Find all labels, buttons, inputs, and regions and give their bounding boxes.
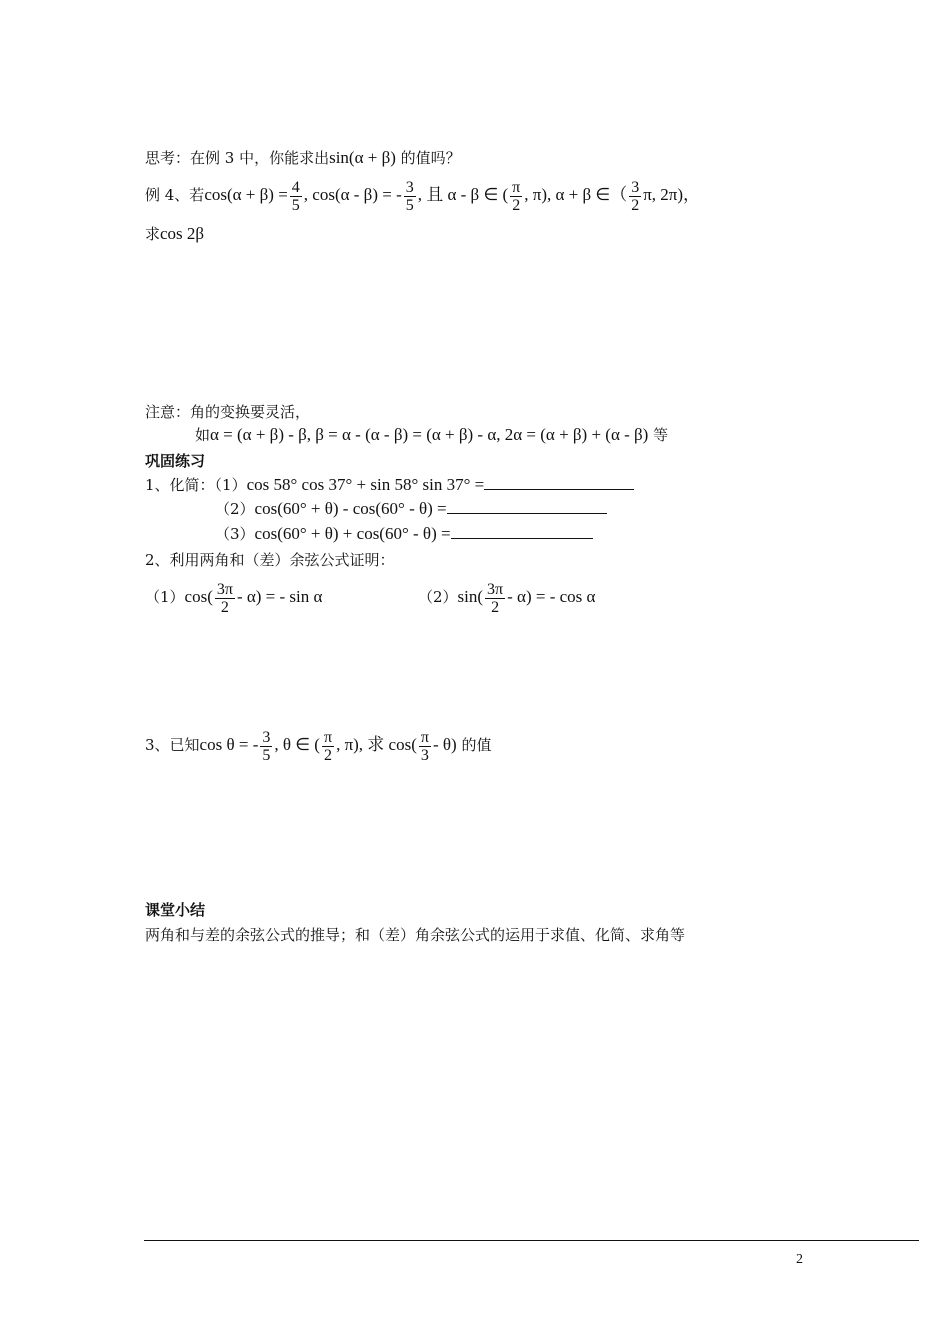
frac-numerator: 3 <box>262 728 271 746</box>
example4-part3: , 且 α - β ∈ ( <box>417 185 509 204</box>
q2-2-label: （2） <box>418 588 458 606</box>
frac-denominator: 3 <box>420 746 429 764</box>
q2-1-pre: cos( <box>184 587 213 606</box>
example4-frac2 <box>404 179 416 214</box>
answer-blank[interactable] <box>451 524 593 539</box>
example4-ask <box>145 224 204 244</box>
practice-q2-1 <box>145 578 322 616</box>
think-suffix: 的值吗？ <box>395 149 461 167</box>
think-math: sin(α + β) <box>329 148 396 167</box>
summary-text <box>145 925 685 945</box>
frac-numerator: 3π <box>487 580 504 598</box>
example4-ask-prefix: 求 <box>145 225 161 243</box>
footer-rule <box>144 1240 919 1241</box>
frac-denominator: 5 <box>262 746 271 764</box>
q3-frac1 <box>260 729 272 764</box>
frac-numerator: 3 <box>631 178 640 196</box>
q3-label: 3、已知 <box>145 736 200 754</box>
page-number: 2 <box>796 1252 803 1267</box>
practice-q2 <box>145 550 395 570</box>
example4-part5: π, 2π)， <box>643 185 701 204</box>
q2-2-post: - α) = - cos α <box>507 587 596 606</box>
frac-denominator: 2 <box>512 196 521 214</box>
answer-blank[interactable] <box>484 475 634 490</box>
think-text: 思考：在例 3 中，你能求出 <box>145 149 330 167</box>
example4-label: 例 4、若 <box>145 186 205 204</box>
summary-heading-text: 课堂小结 <box>145 901 206 919</box>
example4-part1: cos(α + β) = <box>204 185 288 204</box>
q3-frac2 <box>322 729 334 764</box>
q3-d: - θ) <box>432 735 457 754</box>
q1-3-math: cos(60° + θ) + cos(60° - θ) = <box>254 524 451 543</box>
example4-frac4 <box>629 179 641 214</box>
frac-numerator: π <box>420 728 429 746</box>
q2-label: 2、利用两角和（差）余弦公式证明： <box>145 551 395 569</box>
frac-denominator: 2 <box>324 746 333 764</box>
example4-part4: , π), α + β ∈（ <box>524 185 628 204</box>
q3-b: , θ ∈ ( <box>274 735 320 754</box>
example4-frac3 <box>510 179 522 214</box>
q1-3-label: （3） <box>215 525 255 543</box>
frac-denominator: 5 <box>405 196 414 214</box>
note-formula-math: α = (α + β) - β, β = α - (α - β) = (α + β) - α, 2α = (α + β) + (α - β) <box>210 425 649 444</box>
frac-numerator: π <box>323 728 333 746</box>
practice-q1-2 <box>215 499 607 519</box>
frac-denominator: 2 <box>491 598 500 616</box>
q2-2-frac <box>485 581 505 616</box>
summary-body: 两角和与差的余弦公式的推导；和（差）角余弦公式的运用于求值、化简、求角等 <box>145 926 686 944</box>
frac-denominator: 2 <box>220 598 229 616</box>
q1-2-label: （2） <box>215 500 255 518</box>
q3-c: , π), 求 cos( <box>336 735 417 754</box>
q3-suffix: 的值 <box>456 736 492 754</box>
practice-q1-3 <box>215 524 593 544</box>
frac-denominator: 5 <box>291 196 300 214</box>
example4-part2: , cos(α - β) = - <box>303 185 402 204</box>
frac-numerator: 3π <box>216 580 233 598</box>
note-prefix: 如 <box>195 426 211 444</box>
frac-denominator: 2 <box>631 196 640 214</box>
note-suffix: 等 <box>648 426 669 444</box>
note-title <box>145 402 310 422</box>
frac-numerator: π <box>512 178 521 196</box>
q1-1-math: cos 58° cos 37° + sin 58° sin 37° = <box>246 475 485 494</box>
example4-statement <box>145 176 700 214</box>
frac-numerator: 4 <box>291 178 300 196</box>
example4-ask-math: cos 2β <box>160 224 205 243</box>
practice-heading <box>145 451 205 471</box>
summary-heading <box>145 900 205 920</box>
q2-2-pre: sin( <box>457 587 484 606</box>
q1-label: 1、化简：（1） <box>145 476 247 494</box>
practice-q2-2 <box>418 578 595 616</box>
q3-a: cos θ = - <box>199 735 259 754</box>
answer-blank[interactable] <box>447 499 607 514</box>
q3-frac3 <box>419 729 431 764</box>
q1-2-math: cos(60° + θ) - cos(60° - θ) = <box>254 499 447 518</box>
note-title-text: 注意：角的变换要灵活， <box>145 403 311 421</box>
frac-numerator: 3 <box>405 178 414 196</box>
q2-1-label: （1） <box>145 588 185 606</box>
q2-1-post: - α) = - sin α <box>236 587 323 606</box>
practice-q3 <box>145 726 491 764</box>
q2-1-frac <box>215 581 235 616</box>
think-question <box>145 148 461 168</box>
note-formula <box>195 425 668 445</box>
practice-heading-text: 巩固练习 <box>145 452 206 470</box>
example4-frac1 <box>290 179 302 214</box>
practice-q1-1 <box>145 475 634 495</box>
